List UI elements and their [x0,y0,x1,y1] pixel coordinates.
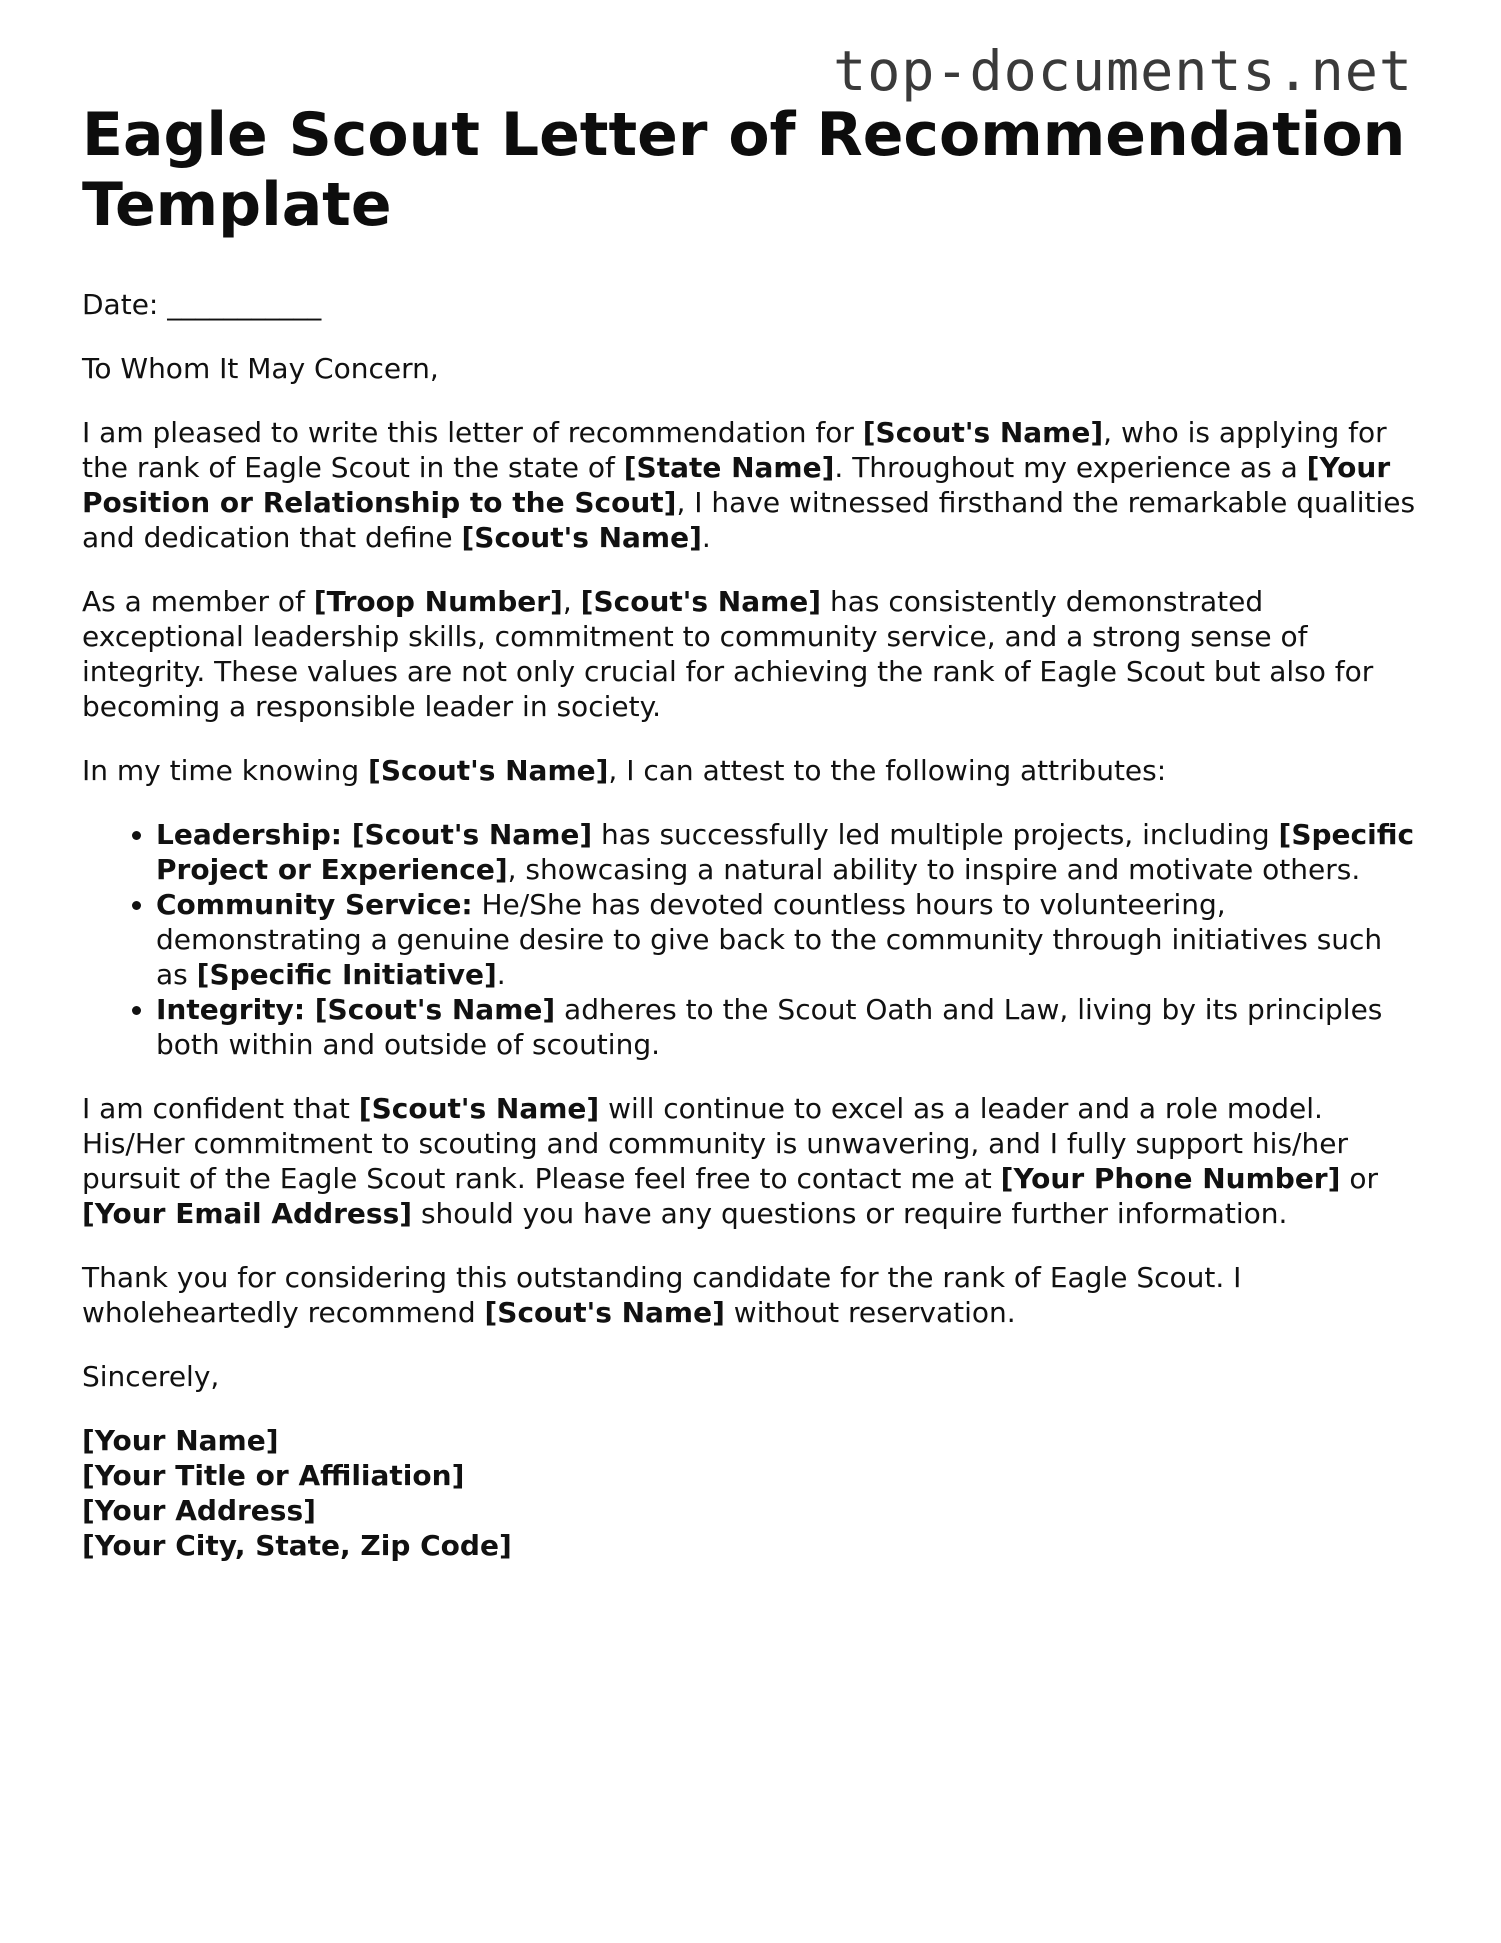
text-segment: . Throughout my experience as a [834,451,1307,484]
text-segment: I am pleased to write this letter of recommendation for [82,416,863,449]
watermark-site-name: top-documents.net [833,39,1413,103]
paragraph-attributes-intro [82,753,1422,788]
letter-page [82,100,1422,1563]
signature-title: [Your Title or Affiliation] [82,1459,465,1492]
text-segment: , [562,585,581,618]
text-segment: In my time knowing [82,754,369,787]
text-segment: or [1340,1162,1378,1195]
text-segment: As a member of [82,585,314,618]
text-segment: , I can attest to the following attributes: [608,754,1167,787]
placeholder-scout-name: [Scout's Name] [305,993,556,1026]
signature-block [82,1423,1422,1563]
date-line [82,287,1422,322]
text-segment: . [496,958,506,991]
placeholder-initiative: [Specific Initiative] [196,958,497,991]
letter-body [82,287,1422,1563]
placeholder-scout-name: [Scout's Name] [862,416,1104,449]
placeholder-scout-name: [Scout's Name] [580,585,822,618]
text-segment: Thank you for considering this outstanding candidate for the rank of Eagle Scout. I wholeheartedly recommend [82,1261,1242,1329]
paragraph-thanks [82,1260,1422,1330]
attribute-label: Integrity: [156,993,306,1026]
text-segment: , who is applying for the rank of Eagle Scout in the state of [82,416,1387,484]
text-segment: , I have witnessed firsthand the remarkable qualities and dedication that define [82,486,1416,554]
text-segment: has successfully led multiple projects, including [592,818,1279,851]
date-label: Date: [82,288,159,321]
page-title: Eagle Scout Letter of Recommendation Template [82,100,1406,240]
closing: Sincerely, [82,1360,220,1393]
placeholder-scout-name: [Scout's Name] [342,818,593,851]
paragraph-troop [82,584,1422,724]
paragraph-intro [82,415,1422,555]
text-segment: has consistently demonstrated exceptional leadership skills, commitment to community service, and a strong sense of integrity. These values are not only crucial for achieving the rank of Eagle Scout but also for becoming a responsible leader in society. [82,585,1374,723]
list-item-integrity [156,992,1422,1062]
attributes-list [82,817,1422,1062]
list-item-leadership [156,817,1422,887]
attribute-label: Community Service: [156,888,473,921]
text-segment: . [701,521,711,554]
placeholder-project: [Specific Project or Experience] [156,818,1415,886]
signature-name: [Your Name] [82,1424,279,1457]
signature-city: [Your City, State, Zip Code] [82,1529,512,1562]
salutation: To Whom It May Concern, [82,352,439,385]
placeholder-scout-name: [Scout's Name] [461,521,702,554]
text-segment: He/She has devoted countless hours to volunteering, demonstrating a genuine desire to give back to the community through initiatives such as [156,888,1383,991]
text-segment: will continue to excel as a leader and a role model. His/Her commitment to scouting and community is unwavering, and I fully support his/her pursuit of the Eagle Scout rank. Please feel free to contact me at [82,1092,1348,1195]
placeholder-position: [Your Position or Relationship to the Scout] [82,451,1391,519]
text-segment: adheres to the Scout Oath and Law, living by its principles both within and outside of scouting. [156,993,1383,1061]
placeholder-state-name: [State Name] [623,451,835,484]
placeholder-phone: [Your Phone Number] [1000,1162,1341,1195]
text-segment: without reservation. [724,1296,1016,1329]
signature-address: [Your Address] [82,1494,316,1527]
date-blank: ___________ [167,288,322,321]
placeholder-troop-number: [Troop Number] [313,585,563,618]
text-segment: I am confident that [82,1092,359,1125]
paragraph-confidence [82,1091,1422,1231]
attribute-label: Leadership: [156,818,343,851]
text-segment: should you have any questions or require further information. [412,1197,1288,1230]
placeholder-scout-name: [Scout's Name] [484,1296,725,1329]
list-item-community-service [156,887,1422,992]
placeholder-scout-name: [Scout's Name] [358,1092,600,1125]
placeholder-scout-name: [Scout's Name] [368,754,609,787]
placeholder-email: [Your Email Address] [82,1197,413,1230]
text-segment: , showcasing a natural ability to inspire and motivate others. [507,853,1361,886]
